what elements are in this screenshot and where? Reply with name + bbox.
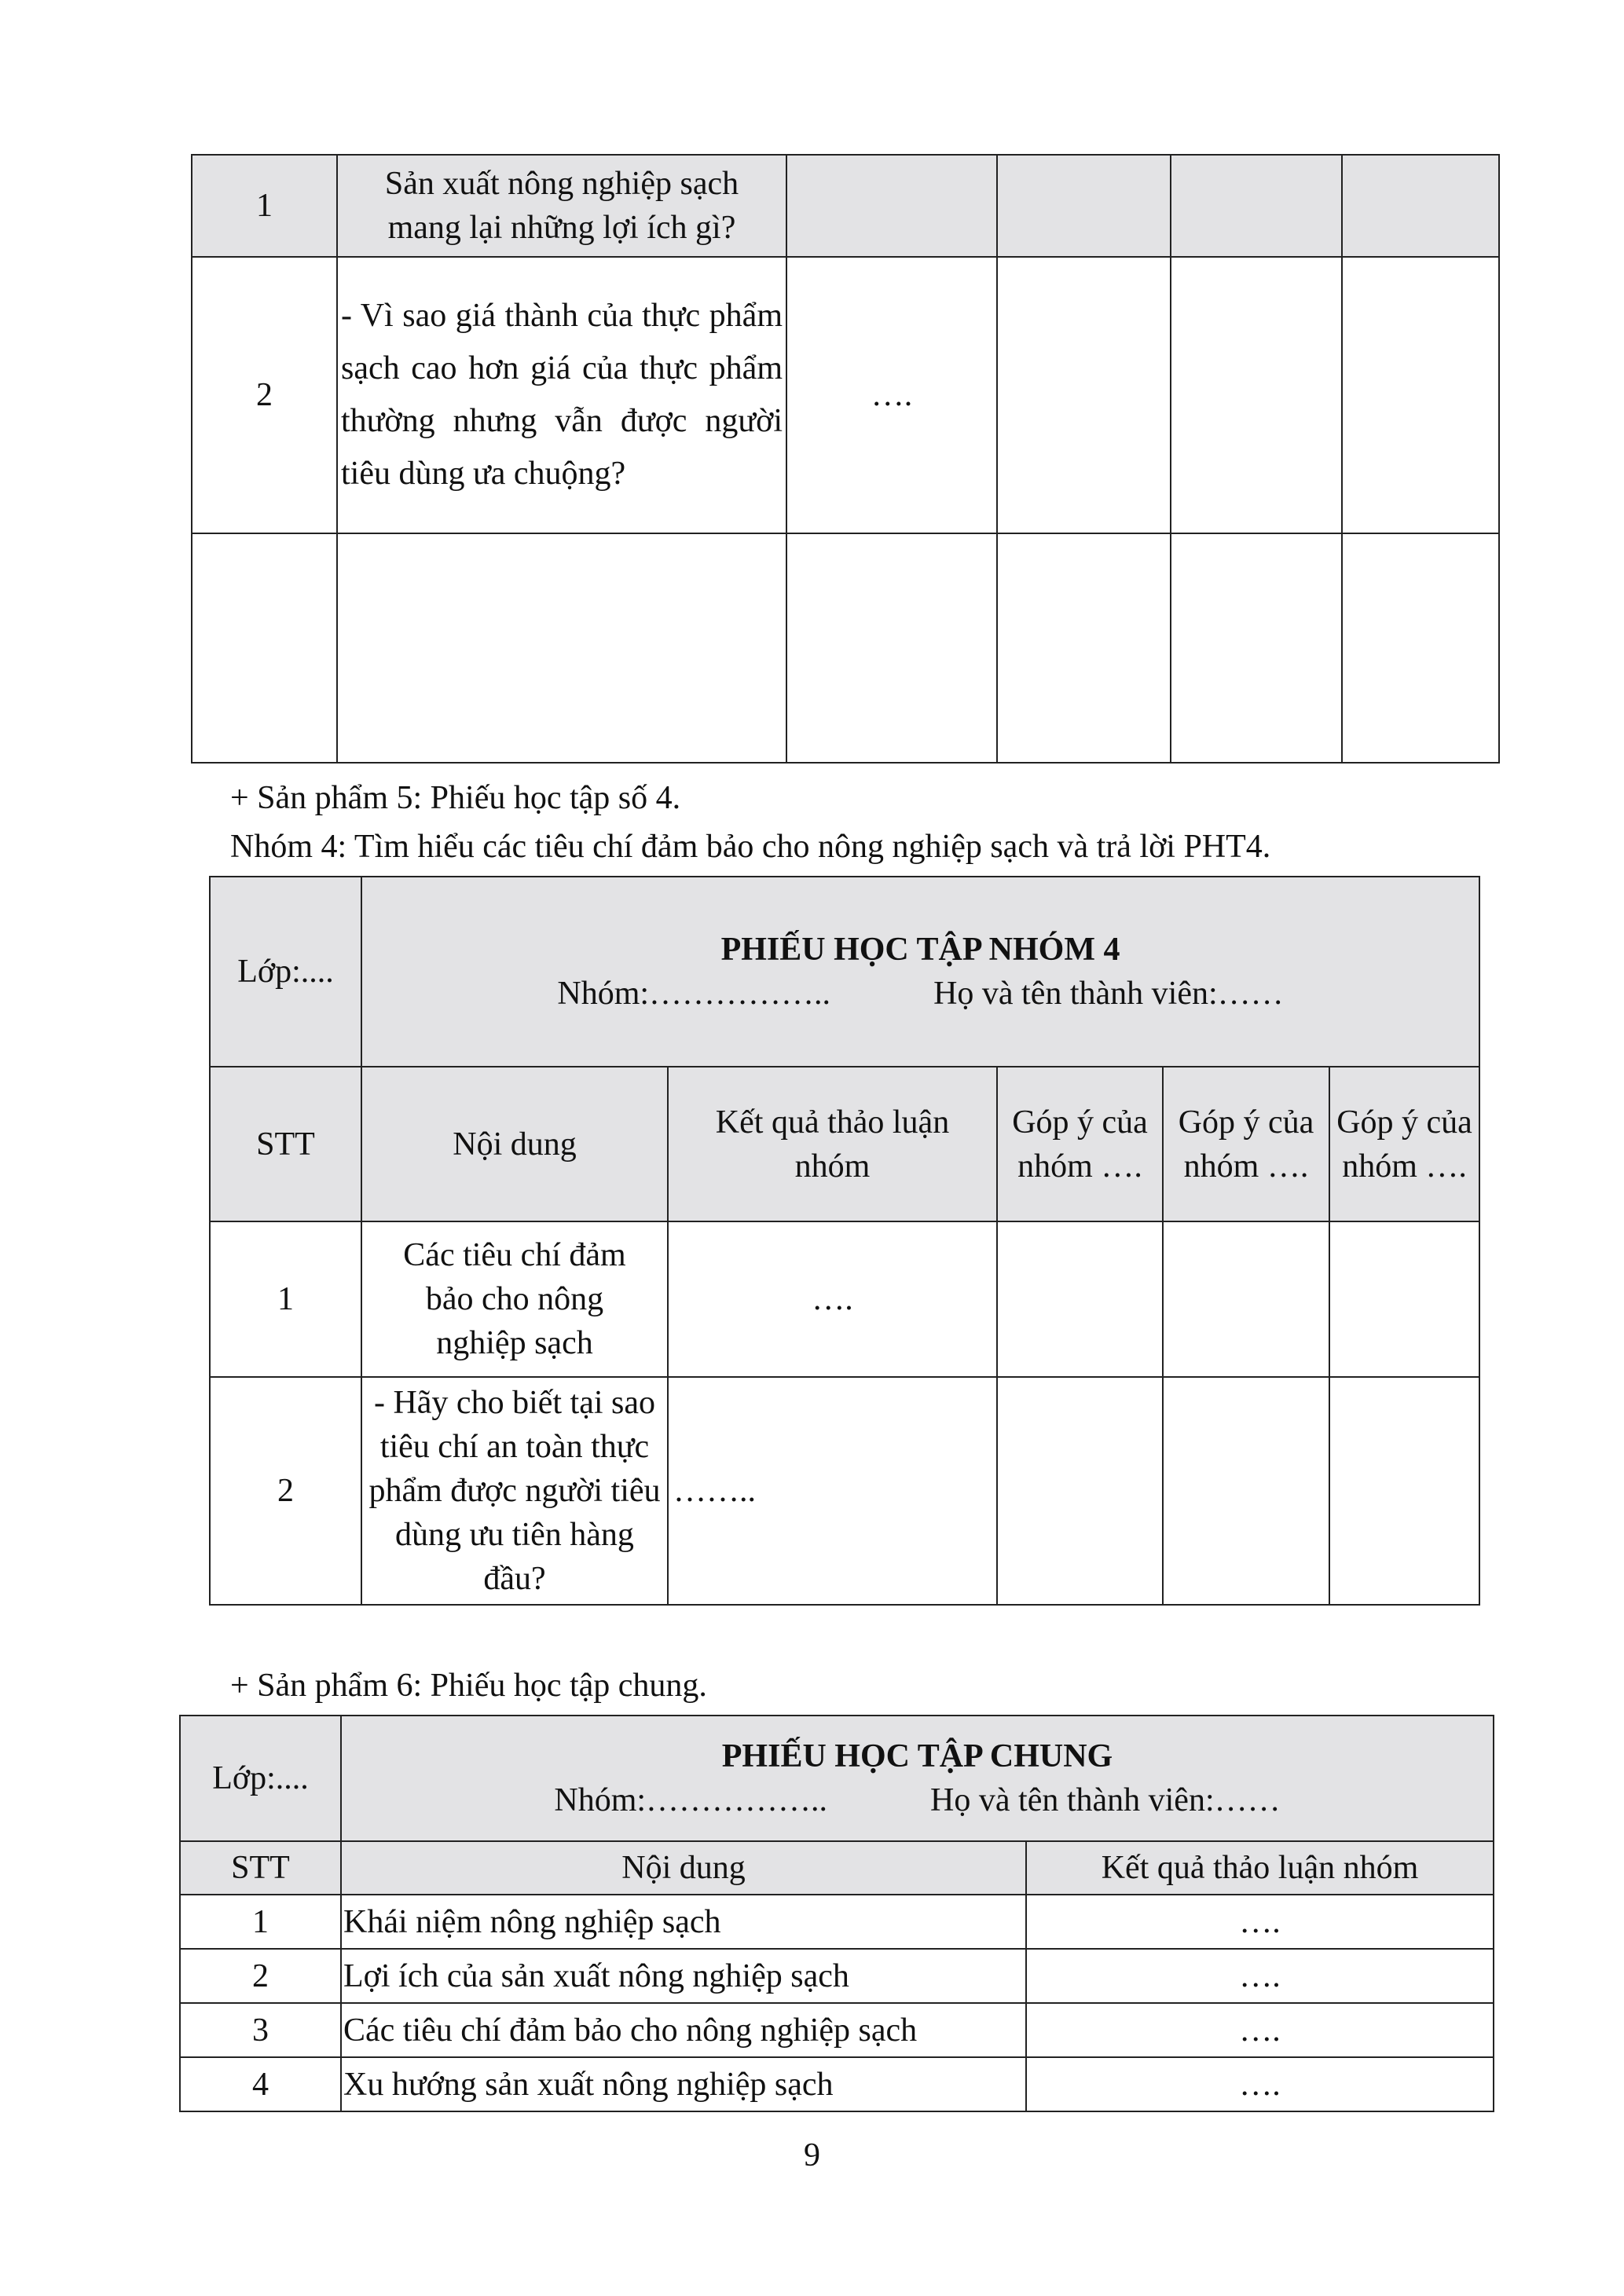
table-row: [210, 1221, 1479, 1377]
worksheet-header-row: [180, 1716, 1494, 1841]
content-cell: [337, 533, 786, 763]
worksheet-header: [341, 1716, 1494, 1841]
table-continuation: [191, 154, 1500, 764]
result-cell: [786, 155, 997, 257]
column-header: Nội dung: [361, 1067, 668, 1221]
table-row: [210, 1377, 1479, 1605]
stt-cell: 3: [180, 2003, 341, 2057]
result-cell: ….: [1026, 2003, 1494, 2057]
stt-cell: 2: [210, 1377, 361, 1605]
table-row: [192, 155, 1499, 257]
column-header: STT: [180, 1841, 341, 1895]
stt-cell: 1: [210, 1221, 361, 1377]
feedback-cell: [997, 533, 1171, 763]
stt-cell: 1: [180, 1895, 341, 1949]
feedback-cell: [1163, 1377, 1329, 1605]
table-row: [180, 2057, 1494, 2111]
group-label: Nhóm:……………..: [557, 976, 831, 1012]
members-label: Họ và tên thành viên:……: [930, 1782, 1281, 1818]
table-row: [180, 2003, 1494, 2057]
result-cell: [786, 533, 997, 763]
worksheet-subtitle: [367, 972, 1474, 1016]
content-cell: Các tiêu chí đảm bảo cho nông nghiệp sạch: [361, 1221, 668, 1377]
result-cell: ….: [786, 257, 997, 533]
worksheet-header-row: [210, 877, 1479, 1067]
worksheet-group4: [209, 876, 1480, 1606]
column-header: Nội dung: [341, 1841, 1026, 1895]
feedback-cell: [997, 155, 1171, 257]
feedback-cell: [997, 1221, 1163, 1377]
feedback-cell: [1329, 1221, 1479, 1377]
worksheet-title: PHIẾU HỌC TẬP NHÓM 4: [720, 932, 1120, 968]
result-cell: ….: [1026, 1895, 1494, 1949]
group-label: Nhóm:……………..: [554, 1782, 828, 1818]
column-header: Góp ý của nhóm ….: [997, 1067, 1163, 1221]
content-cell: Các tiêu chí đảm bảo cho nông nghiệp sạch: [341, 2003, 1026, 2057]
column-header: Kết quả thảo luận nhóm: [668, 1067, 997, 1221]
table-row: [192, 257, 1499, 533]
feedback-cell: [1171, 155, 1342, 257]
worksheet-header: [361, 877, 1479, 1067]
result-cell: ….: [668, 1221, 997, 1377]
content-cell: - Vì sao giá thành của thực phẩm sạch cao hơn giá của thực phẩm thường nhưng vẫn được người tiêu dùng ưa chuộng?: [337, 257, 786, 533]
class-label: Lớp:....: [210, 877, 361, 1067]
column-header: Kết quả thảo luận nhóm: [1026, 1841, 1494, 1895]
table-row: [180, 1949, 1494, 2003]
feedback-cell: [997, 1377, 1163, 1605]
worksheet-general: [179, 1715, 1494, 2112]
worksheet-title: PHIẾU HỌC TẬP CHUNG: [721, 1738, 1113, 1774]
content-cell: Xu hướng sản xuất nông nghiệp sạch: [341, 2057, 1026, 2111]
column-header-row: [180, 1841, 1494, 1895]
column-header-row: [210, 1067, 1479, 1221]
feedback-cell: [1163, 1221, 1329, 1377]
feedback-cell: [1329, 1377, 1479, 1605]
stt-cell: [192, 533, 337, 763]
content-cell: - Hãy cho biết tại sao tiêu chí an toàn thực phẩm được người tiêu dùng ưu tiên hàng đầu?: [361, 1377, 668, 1605]
column-header: Góp ý của nhóm ….: [1163, 1067, 1329, 1221]
stt-cell: 4: [180, 2057, 341, 2111]
content-cell: Lợi ích của sản xuất nông nghiệp sạch: [341, 1949, 1026, 2003]
stt-cell: 2: [180, 1949, 341, 2003]
table-row: [192, 533, 1499, 763]
content-cell: Khái niệm nông nghiệp sạch: [341, 1895, 1026, 1949]
table-row: [180, 1895, 1494, 1949]
feedback-cell: [1342, 257, 1499, 533]
section5-task: Nhóm 4: Tìm hiểu các tiêu chí đảm bảo cho nông nghiệp sạch và trả lời PHT4.: [230, 829, 1271, 865]
column-header: Góp ý của nhóm ….: [1329, 1067, 1479, 1221]
result-cell: ……..: [668, 1377, 997, 1605]
worksheet-subtitle: [346, 1778, 1488, 1822]
stt-cell: 2: [192, 257, 337, 533]
stt-cell: 1: [192, 155, 337, 257]
feedback-cell: [1342, 533, 1499, 763]
section5-heading: + Sản phẩm 5: Phiếu học tập số 4.: [230, 780, 681, 816]
members-label: Họ và tên thành viên:……: [933, 976, 1284, 1012]
feedback-cell: [997, 257, 1171, 533]
result-cell: ….: [1026, 2057, 1494, 2111]
class-label: Lớp:....: [180, 1716, 341, 1841]
column-header: STT: [210, 1067, 361, 1221]
page-number: 9: [804, 2137, 820, 2173]
result-cell: ….: [1026, 1949, 1494, 2003]
content-cell: Sản xuất nông nghiệp sạch mang lại những lợi ích gì?: [337, 155, 786, 257]
section6-heading: + Sản phẩm 6: Phiếu học tập chung.: [230, 1668, 707, 1704]
feedback-cell: [1342, 155, 1499, 257]
feedback-cell: [1171, 257, 1342, 533]
feedback-cell: [1171, 533, 1342, 763]
